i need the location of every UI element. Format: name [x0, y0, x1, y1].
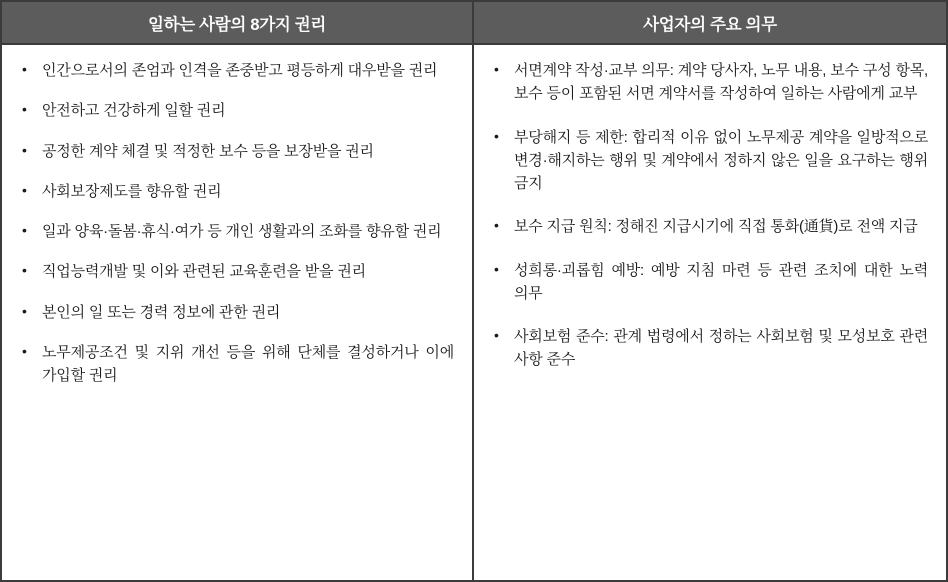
- list-item: • 사회보험 준수: 관계 법령에서 정하는 사회보험 및 모성보호 관련 사항 준수: [488, 325, 928, 372]
- list-item: • 인간으로서의 존엄과 인격을 존중받고 평등하게 대우받을 권리: [16, 59, 454, 82]
- header-label-employer-duties: 사업자의 주요 의무: [643, 15, 777, 34]
- table-body-row: [2, 43, 946, 580]
- list-item: • 부당해지 등 제한: 합리적 이유 없이 노무제공 계약을 일방적으로 변경·해지하는 행위 및 계약에서 정하지 않은 일을 요구하는 행위 금지: [488, 126, 928, 196]
- body-cell-worker-rights: [2, 45, 474, 580]
- table-header-row: [2, 2, 946, 43]
- employer-duties-list: [488, 59, 928, 372]
- list-item: • 사회보장제도를 향유할 권리: [16, 180, 454, 203]
- list-item: • 성희롱·괴롭힘 예방: 예방 지침 마련 등 관련 조치에 대한 노력 의무: [488, 259, 928, 306]
- list-item: • 서면계약 작성·교부 의무: 계약 당사자, 노무 내용, 보수 구성 항목, 보수 등이 포함된 서면 계약서를 작성하여 일하는 사람에게 교부: [488, 59, 928, 106]
- list-item: • 보수 지급 원칙: 정해진 지급시기에 직접 통화(通貨)로 전액 지급: [488, 215, 928, 238]
- header-label-worker-rights: 일하는 사람의 8가지 권리: [147, 15, 327, 34]
- body-cell-employer-duties: [474, 45, 946, 580]
- header-cell-employer-duties: [474, 2, 946, 43]
- header-cell-worker-rights: [2, 2, 474, 43]
- list-item: • 직업능력개발 및 이와 관련된 교육훈련을 받을 권리: [16, 260, 454, 283]
- list-item: • 공정한 계약 체결 및 적정한 보수 등을 보장받을 권리: [16, 140, 454, 163]
- list-item: • 본인의 일 또는 경력 정보에 관한 권리: [16, 301, 454, 324]
- list-item: • 일과 양육·돌봄·휴식·여가 등 개인 생활과의 조화를 향유할 권리: [16, 220, 454, 243]
- list-item: • 안전하고 건강하게 일할 권리: [16, 99, 454, 122]
- worker-rights-list: [16, 59, 454, 387]
- list-item: • 노무제공조건 및 지위 개선 등을 위해 단체를 결성하거나 이에 가입할 권리: [16, 341, 454, 388]
